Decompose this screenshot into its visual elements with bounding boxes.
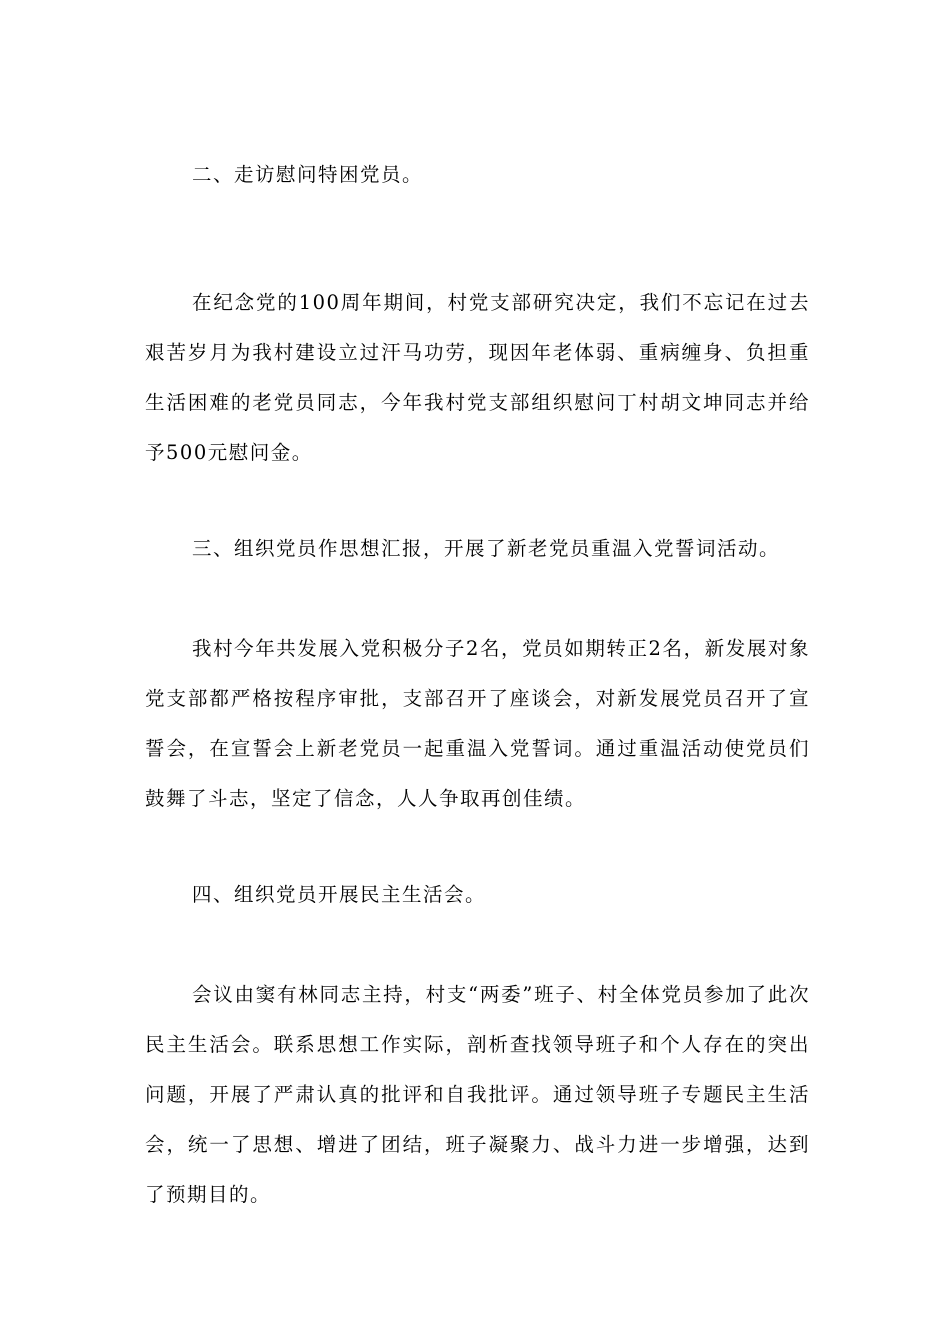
body-paragraph-visit: 在纪念党的100周年期间，村党支部研究决定，我们不忘记在过去艰苦岁月为我村建设立过汗马功劳，现因年老体弱、重病缠身、负担重生活困难的老党员同志，今年我村党支部组织慰问丁村胡文坤同志并给予500元慰问金。 [145,291,810,464]
body-paragraph-meeting: 会议由窦有林同志主持，村支“两委”班子、村全体党员参加了此次民主生活会。联系思想工作实际，剖析查找领导班子和个人存在的突出问题，开展了严肃认真的批评和自我批评。通过领导班子专题民主生活会，统一了思想、增进了团结，班子凝聚力、战斗力进一步增强，达到了预期目的。 [145,983,810,1206]
section-heading-2: 二、走访慰问特困党员。 [192,163,424,186]
section-heading-3: 三、组织党员作思想汇报，开展了新老党员重温入党誓词活动。 [192,537,781,560]
section-heading-4: 四、组织党员开展民主生活会。 [192,883,487,906]
body-paragraph-oath: 我村今年共发展入党积极分子2名，党员如期转正2名，新发展对象党支部都严格按程序审批，支部召开了座谈会，对新发展党员召开了宣誓会，在宣誓会上新老党员一起重温入党誓词。通过重温活动使党员们鼓舞了斗志，坚定了信念，人人争取再创佳绩。 [145,637,810,810]
